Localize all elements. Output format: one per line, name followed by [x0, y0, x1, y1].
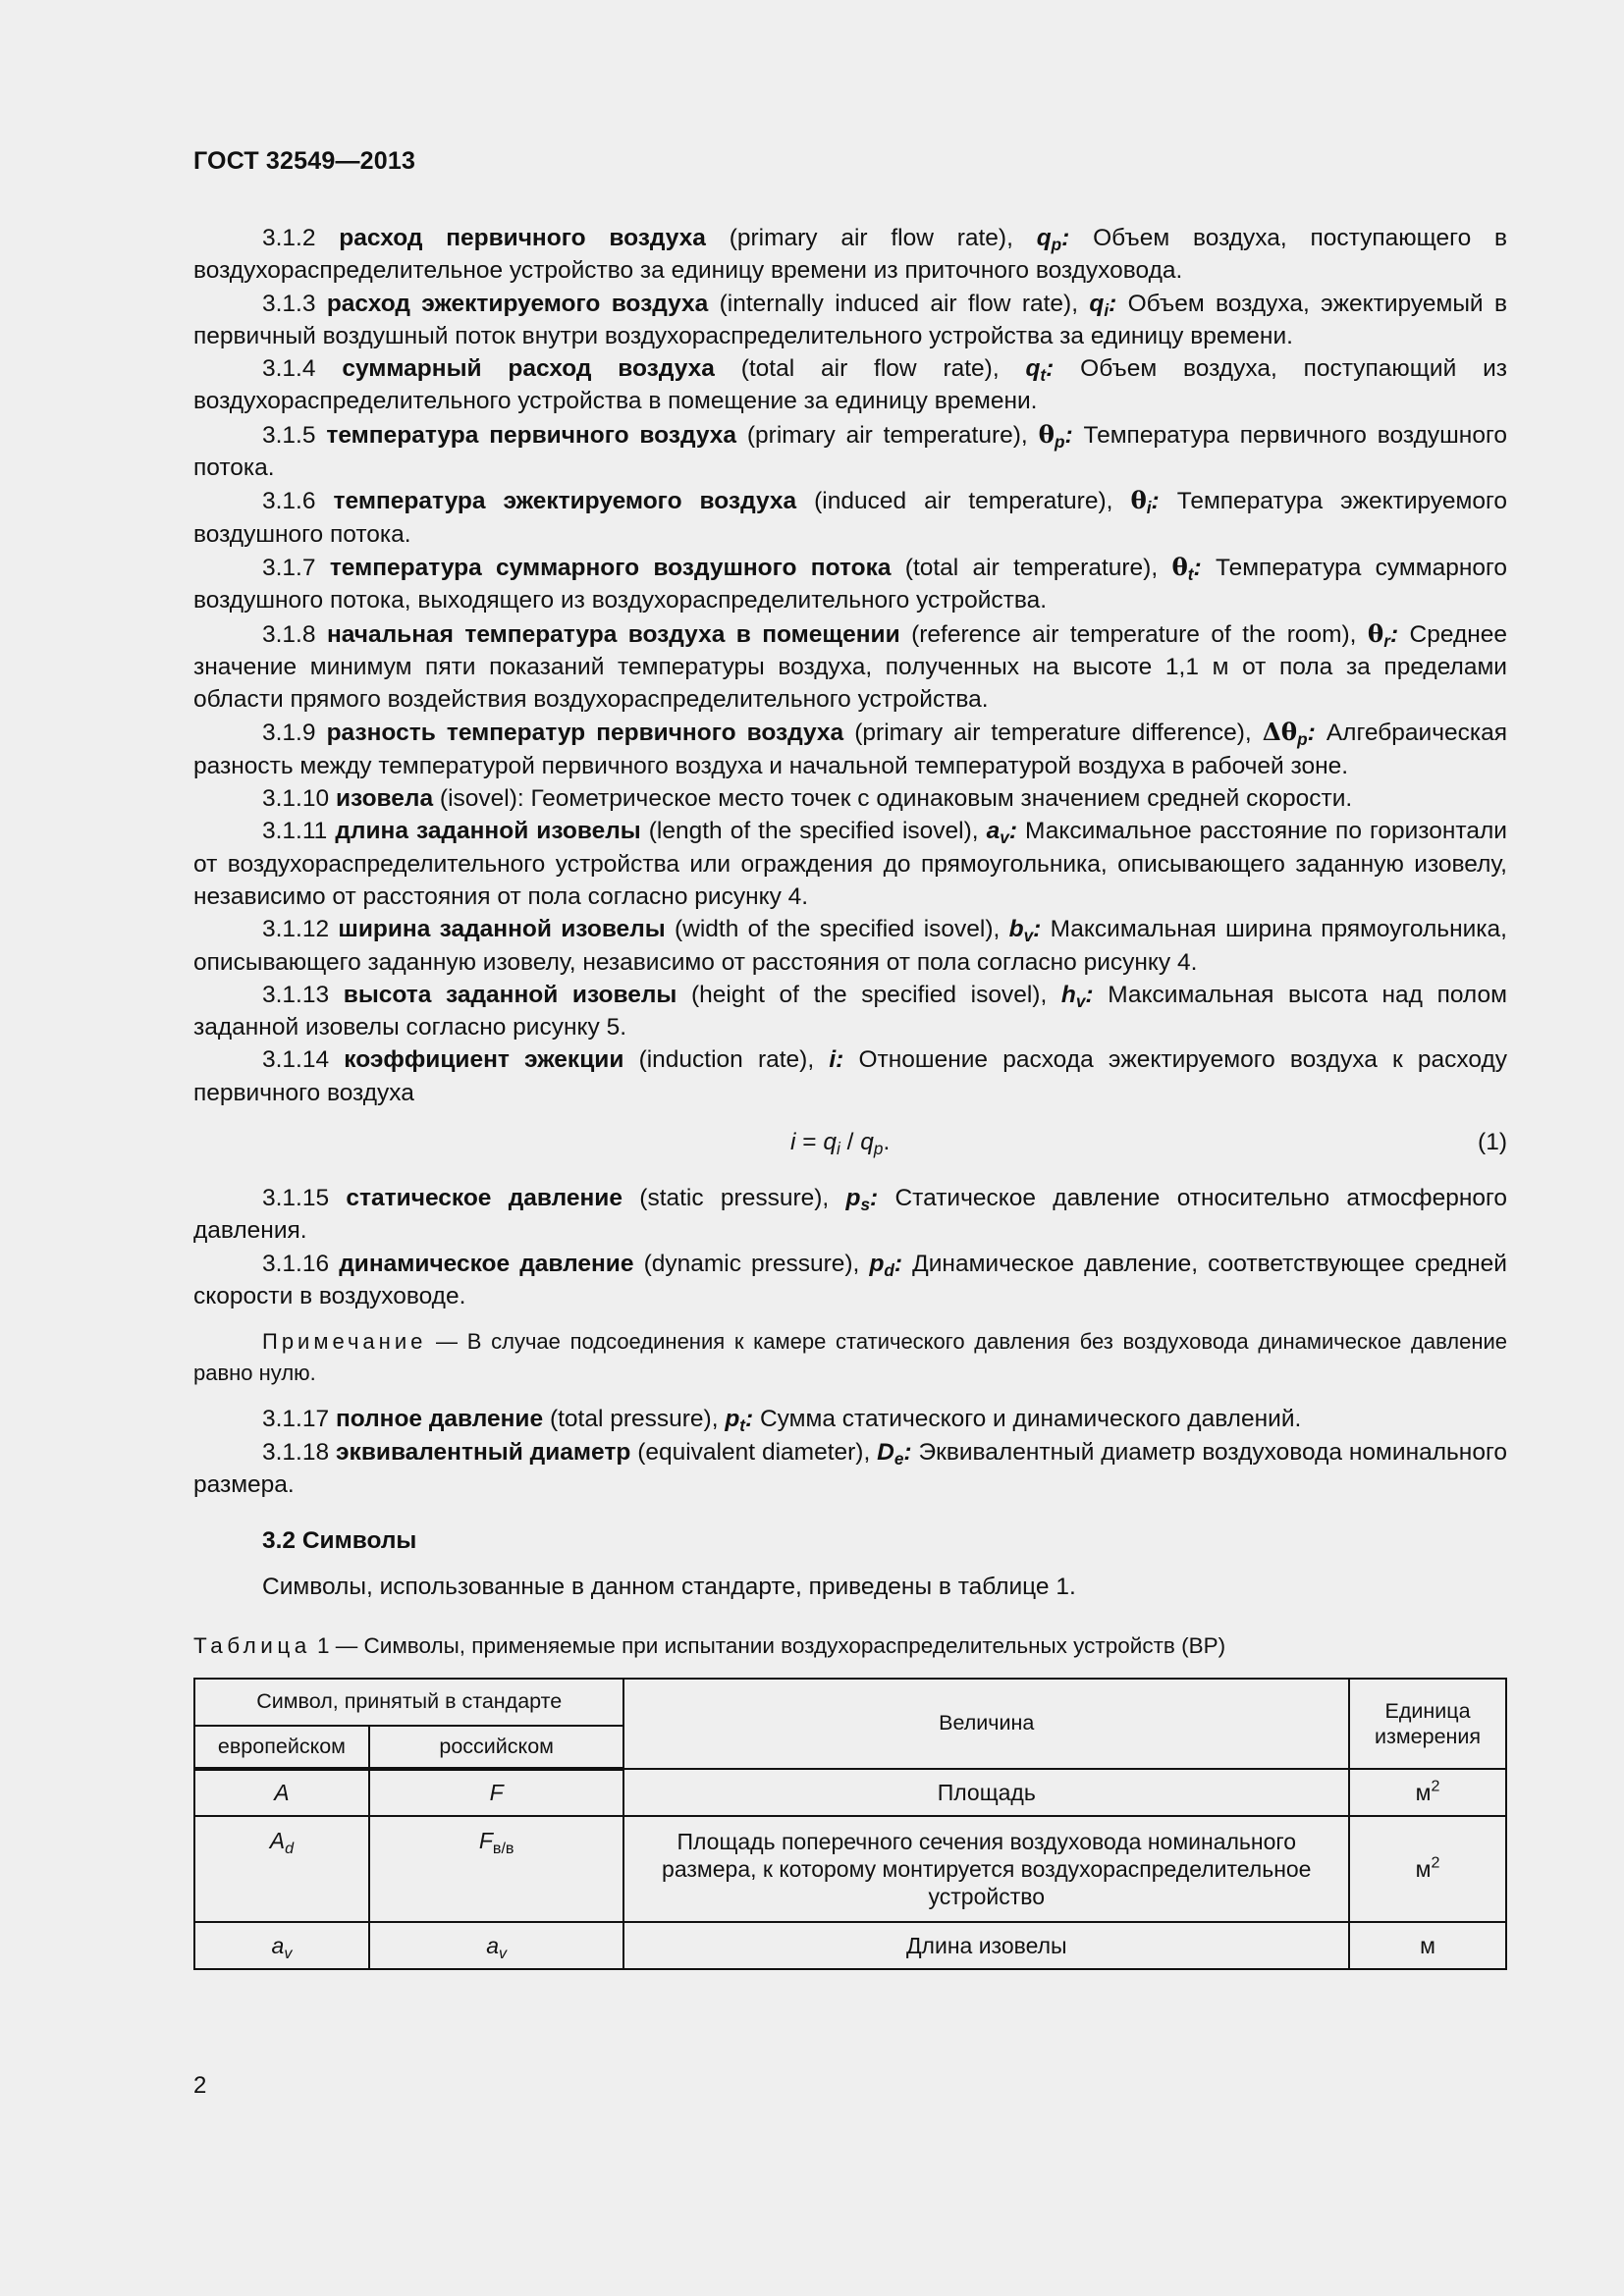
document-id: ГОСТ 32549—2013	[193, 147, 416, 175]
entry-symbol: $p_t$:	[725, 1406, 754, 1436]
entry-symbol-subscript: p	[1054, 431, 1065, 452]
cell-european-symbol	[194, 1922, 369, 1969]
section-intro: Символы, использованные в данном стандарте, приведены в таблице 1.	[262, 1574, 1076, 1601]
entry-symbol-subscript: i	[1104, 299, 1110, 320]
entry-definition: Температура эжектируемого воздушного потока.	[193, 488, 1507, 548]
entry-term: коэффициент эжекции	[344, 1046, 624, 1074]
note	[193, 1326, 1507, 1389]
table-row	[194, 1769, 1506, 1816]
definition-entry	[193, 418, 1507, 485]
cell-unit	[1349, 1769, 1506, 1816]
definition-entry	[193, 1182, 1507, 1248]
definition-entry	[193, 913, 1507, 979]
definition-entry	[193, 288, 1507, 353]
entry-english: (height of the specified isovel),	[691, 981, 1048, 1008]
cell-quantity: Длина изовелы	[623, 1922, 1349, 1969]
entry-symbol: i:	[829, 1046, 844, 1074]
definition-entry	[193, 484, 1507, 551]
entry-number: 3.1.16	[262, 1250, 330, 1277]
formula-lhs: i	[790, 1129, 796, 1156]
entry-english: (induction rate),	[638, 1046, 815, 1074]
page-number: 2	[193, 2072, 207, 2099]
entry-english: (reference air temperature of the room),	[911, 620, 1357, 648]
formula-number: (1)	[1478, 1129, 1507, 1156]
entry-symbol-letter: b	[1008, 916, 1024, 943]
entry-term: суммарный расход воздуха	[342, 355, 715, 383]
entry-symbol: $\theta_i$:	[1130, 486, 1160, 518]
formula-1	[193, 1126, 1507, 1165]
entry-symbol-subscript: p	[1051, 235, 1062, 255]
entry-symbol-letter: θ	[1038, 419, 1055, 449]
formula-end: .	[883, 1129, 891, 1156]
cell-quantity: Площадь	[623, 1769, 1349, 1816]
entry-english: (primary air temperature difference),	[854, 720, 1252, 747]
cell-unit-superscript: 2	[1431, 1852, 1440, 1871]
entry-term: разность температур первичного воздуха	[326, 720, 844, 747]
cell-european-symbol-letter: A	[274, 1780, 290, 1806]
entry-symbol-letter: θ	[1171, 552, 1188, 581]
entry-symbol: $\theta_p$:	[1038, 419, 1073, 452]
entry-number: 3.1.10	[262, 785, 330, 813]
entry-definition: Максимальное расстояние по горизонтали от воздухораспределительного устройства или ограждения до прямоугольника, описывающего заданную изовелу, независимо от расстояния от пола согласно рисунку 4.	[193, 818, 1507, 910]
entry-number: 3.1.5	[262, 421, 316, 449]
entry-term: расход эжектируемого воздуха	[326, 290, 709, 317]
entry-number: 3.1.14	[262, 1046, 330, 1074]
entry-term: начальная температура воздуха в помещении	[326, 620, 900, 648]
entry-symbol: $p_d$:	[869, 1250, 903, 1280]
entry-symbol: $q_t$:	[1025, 355, 1055, 386]
entry-symbol: $h_v$:	[1060, 981, 1094, 1011]
entry-number: 3.1.11	[262, 818, 328, 845]
note-label: Примечание	[262, 1329, 427, 1355]
entry-symbol-subscript: v	[1075, 990, 1086, 1011]
entry-number: 3.1.8	[262, 620, 316, 648]
entry-number: 3.1.17	[262, 1406, 330, 1433]
entry-term: температура первичного воздуха	[326, 421, 736, 449]
entry-definition: Максимальная ширина прямоугольника, описывающего заданную изовелу, независимо от расстояния от пола согласно рисунку 4.	[193, 916, 1507, 976]
entry-term: высота заданной изовелы	[343, 981, 677, 1008]
entry-definition: Отношение расхода эжектируемого воздуха к расходу первичного воздуха	[193, 1046, 1507, 1106]
formula-q2-sub: p	[873, 1139, 884, 1159]
entry-symbol-letter: q	[1036, 225, 1052, 251]
entry-symbol-subscript: s	[860, 1195, 871, 1215]
cell-european-symbol-subscript: v	[284, 1944, 293, 1962]
header-unit	[1349, 1679, 1506, 1769]
entry-symbol-letter: Δθ	[1262, 718, 1298, 747]
entry-symbol-letter: p	[725, 1406, 740, 1433]
entry-definition: Геометрическое место точек с одинаковым значением средней скорости.	[530, 785, 1353, 813]
cell-european-symbol	[194, 1816, 369, 1922]
cell-russian-symbol-letter: F	[478, 1828, 493, 1854]
entry-number: 3.1.12	[262, 916, 330, 943]
entry-english: (dynamic pressure),	[643, 1250, 860, 1277]
definition-entry	[193, 815, 1507, 913]
cell-russian-symbol-subscript: v	[499, 1944, 508, 1962]
note-text: В случае подсоединения к камере статического давления без воздуховода динамическое давление равно нулю.	[193, 1329, 1507, 1386]
entry-definition: Статическое давление относительно атмосферного давления.	[193, 1185, 1507, 1245]
entry-term: температура суммарного воздушного потока	[329, 554, 892, 581]
entry-number: 3.1.15	[262, 1185, 330, 1212]
entry-symbol: $b_v$:	[1008, 916, 1042, 946]
entry-symbol-letter: i	[829, 1046, 837, 1074]
entry-number: 3.1.6	[262, 488, 316, 515]
entry-definition: Алгебраическая разность между температурой первичного воздуха и начальной температурой воздуха в рабочей зоне.	[193, 720, 1507, 779]
entry-symbol-subscript: v	[1023, 926, 1034, 946]
definition-entry	[193, 222, 1507, 288]
entry-symbol-subscript: v	[1000, 828, 1009, 848]
formula-q1: q	[823, 1129, 838, 1156]
definitions-list-1	[193, 222, 1507, 1109]
entry-symbol-subscript: t	[1040, 365, 1047, 386]
entry-symbol-letter: p	[869, 1250, 885, 1277]
entry-definition: Сумма статического и динамического давлений.	[759, 1406, 1302, 1433]
entry-symbol-subscript: d	[884, 1259, 894, 1280]
definitions-list-2	[193, 1182, 1507, 1312]
entry-term: ширина заданной изовелы	[338, 916, 666, 943]
cell-unit	[1349, 1816, 1506, 1922]
entry-symbol-subscript: r	[1383, 630, 1390, 651]
cell-european-symbol-letter: a	[271, 1932, 285, 1958]
entry-english: (primary air temperature),	[746, 421, 1028, 449]
formula-q1-sub: i	[837, 1139, 840, 1159]
entry-symbol: $\theta_r$:	[1367, 618, 1399, 651]
formula-eq: =	[795, 1129, 824, 1156]
entry-symbol-letter: p	[845, 1185, 861, 1212]
entry-definition: Объем воздуха, поступающего в воздухораспределительное устройство за единицу времени из приточного воздуховода.	[193, 225, 1507, 285]
table-row	[194, 1816, 1506, 1922]
entry-symbol-subscript: t	[739, 1415, 745, 1436]
entry-definition: Максимальная высота над полом заданной изовелы согласно рисунку 5.	[193, 981, 1507, 1041]
entry-definition: Объем воздуха, эжектируемый в первичный воздушный поток внутри воздухораспределительного устройства за единицу времени.	[193, 290, 1507, 349]
entry-number: 3.1.9	[262, 720, 316, 747]
entry-english: (total pressure),	[549, 1406, 719, 1433]
header-european: европейском	[194, 1726, 369, 1769]
entry-english: (isovel):	[439, 785, 524, 813]
cell-unit	[1349, 1922, 1506, 1969]
entry-symbol-subscript: i	[1146, 498, 1152, 518]
definition-entry	[193, 1436, 1507, 1502]
entry-term: динамическое давление	[339, 1250, 634, 1277]
entry-symbol-letter: θ	[1130, 486, 1147, 515]
definition-entry	[193, 1043, 1507, 1109]
header-unit-text: Единица измерения	[1375, 1699, 1482, 1749]
entry-term: температура эжектируемого воздуха	[333, 488, 797, 515]
entry-symbol: $q_p$:	[1036, 225, 1070, 255]
header-russian: российском	[369, 1726, 624, 1769]
definition-entry	[193, 1248, 1507, 1313]
entry-symbol: $a_v$:	[986, 818, 1017, 848]
formula-expression	[790, 1126, 890, 1158]
formula-slash: /	[839, 1129, 861, 1156]
entry-symbol-subscript: e	[893, 1448, 904, 1468]
entry-number: 3.1.2	[262, 225, 316, 251]
formula-q2: q	[860, 1129, 874, 1156]
entry-symbol: $\Delta\theta_p$:	[1262, 718, 1316, 750]
entry-term: расход первичного воздуха	[339, 225, 706, 251]
definition-entry	[193, 979, 1507, 1044]
entry-symbol-letter: q	[1025, 355, 1041, 383]
cell-quantity: Площадь поперечного сечения воздуховода номинального размера, к которому монтируется воздухораспределительное устройство	[623, 1816, 1349, 1922]
entry-english: (length of the specified isovel),	[648, 818, 979, 845]
cell-russian-symbol	[369, 1816, 624, 1922]
entry-term: полное давление	[335, 1406, 544, 1433]
definition-entry	[193, 617, 1507, 717]
definitions-list-3	[193, 1403, 1507, 1501]
cell-unit-text: м	[1415, 1779, 1432, 1805]
cell-unit-superscript: 2	[1431, 1776, 1440, 1794]
entry-definition: Эквивалентный диаметр воздуховода номинального размера.	[193, 1438, 1507, 1498]
entry-symbol-subscript: t	[1187, 564, 1194, 585]
entry-symbol: $q_i$:	[1089, 290, 1117, 320]
entry-english: (width of the specified isovel),	[674, 916, 1001, 943]
entry-definition: Температура суммарного воздушного потока, выходящего из воздухораспределительного устройства.	[193, 554, 1508, 614]
section-title: 3.2 Символы	[262, 1527, 417, 1555]
entry-symbol-letter: a	[986, 818, 1001, 845]
entry-english: (total air flow rate),	[740, 355, 1000, 383]
entry-number: 3.1.4	[262, 355, 316, 383]
cell-russian-symbol-letter: a	[486, 1932, 500, 1958]
entry-definition: Температура первичного воздушного потока.	[193, 421, 1507, 482]
entry-term: длина заданной изовелы	[335, 818, 641, 845]
entry-symbol: $D_e$:	[877, 1438, 912, 1468]
symbols-table	[193, 1678, 1507, 1970]
entry-symbol-letter: h	[1060, 981, 1076, 1008]
entry-english: (total air temperature),	[904, 554, 1159, 581]
table-caption-label: Таблица	[193, 1632, 311, 1658]
cell-russian-symbol	[369, 1922, 624, 1969]
entry-definition: Среднее значение минимум пяти показаний температуры воздуха, полученных на высоте 1,1 м от пола за пределами области прямого воздействия воздухораспределительного устройства.	[193, 620, 1508, 714]
cell-russian-symbol-subscript: в/в	[492, 1840, 514, 1858]
entry-symbol: $p_s$:	[845, 1185, 879, 1215]
entry-term: изовела	[335, 785, 434, 813]
cell-european-symbol-subscript: d	[285, 1840, 295, 1858]
cell-russian-symbol	[369, 1769, 624, 1816]
entry-term: эквивалентный диаметр	[336, 1438, 631, 1466]
entry-definition: Динамическое давление, соответствующее средней скорости в воздуховоде.	[193, 1250, 1507, 1309]
definition-entry	[193, 716, 1507, 782]
cell-unit-text: м	[1420, 1932, 1435, 1958]
cell-european-symbol-letter: A	[269, 1828, 286, 1854]
entry-english: (primary air flow rate),	[729, 225, 1013, 251]
table-body	[194, 1769, 1506, 1969]
entry-number: 3.1.13	[262, 981, 330, 1008]
table-caption-text: 1 — Символы, применяемые при испытании воздухораспределительных устройств (ВР)	[310, 1632, 1226, 1658]
definition-entry	[193, 352, 1507, 418]
table-caption	[193, 1629, 1507, 1662]
entry-symbol-subscript: p	[1297, 729, 1308, 750]
table-header-row-1	[194, 1679, 1506, 1726]
entry-english: (equivalent diameter),	[637, 1438, 871, 1466]
entry-english: (induced air temperature),	[814, 488, 1113, 515]
cell-european-symbol	[194, 1769, 369, 1816]
cell-unit-text: м	[1415, 1855, 1432, 1882]
entry-number: 3.1.18	[262, 1438, 330, 1466]
entry-symbol-letter: q	[1089, 290, 1105, 317]
entry-symbol: $\theta_t$:	[1171, 552, 1202, 585]
entry-symbol-letter: D	[877, 1438, 894, 1466]
entry-term: статическое давление	[346, 1185, 623, 1212]
cell-russian-symbol-letter: F	[489, 1780, 504, 1806]
note-dash: —	[426, 1329, 467, 1355]
entry-english: (internally induced air flow rate),	[719, 290, 1079, 317]
definition-entry	[193, 1403, 1507, 1435]
header-symbol-group: Символ, принятый в стандарте	[194, 1679, 623, 1726]
definition-entry	[193, 782, 1507, 815]
header-quantity: Величина	[623, 1679, 1349, 1769]
entry-english: (static pressure),	[639, 1185, 830, 1212]
entry-definition: Объем воздуха, поступающий из воздухораспределительного устройства в помещение за единицу времени.	[193, 355, 1508, 415]
document-body	[193, 222, 1507, 1970]
entry-number: 3.1.3	[262, 290, 316, 317]
definition-entry	[193, 551, 1507, 617]
entry-number: 3.1.7	[262, 554, 316, 581]
entry-symbol-letter: θ	[1367, 618, 1384, 648]
table-row	[194, 1922, 1506, 1969]
